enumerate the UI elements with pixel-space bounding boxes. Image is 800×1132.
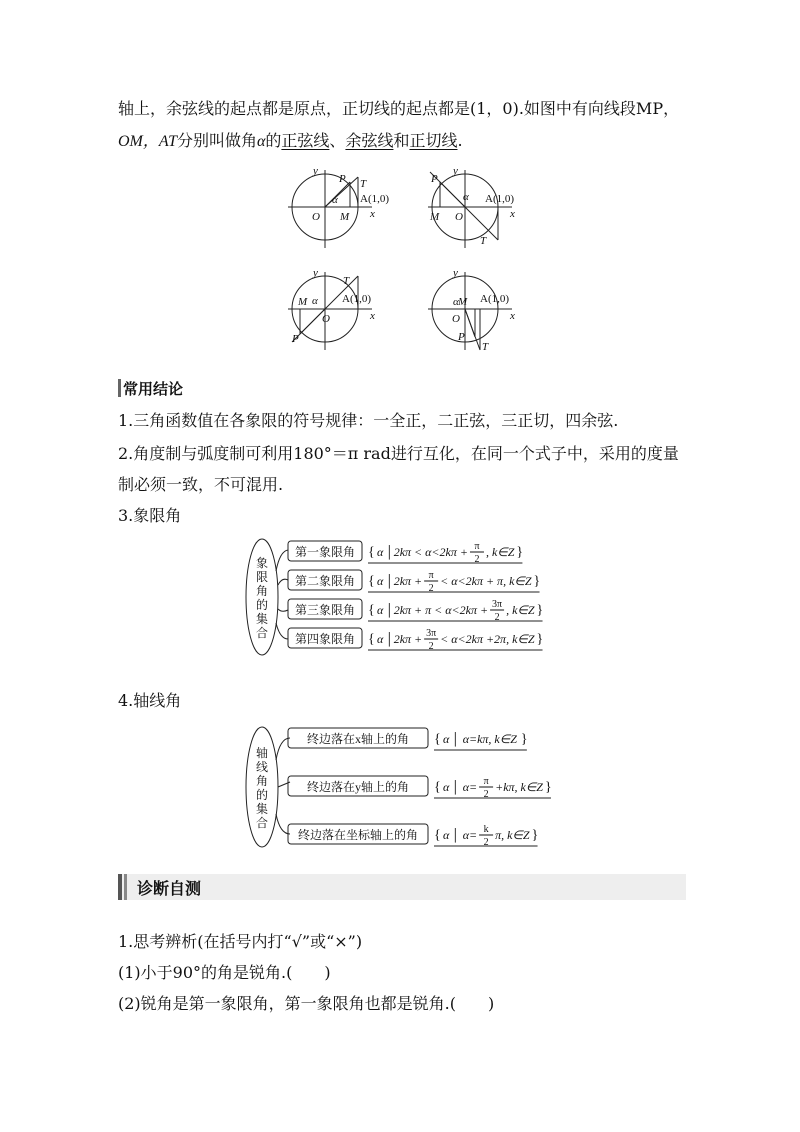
- frac-num: π: [474, 541, 480, 552]
- frac-num: 3π: [492, 599, 503, 610]
- brace-left: {: [434, 732, 441, 747]
- root-char: 的: [256, 788, 269, 802]
- set-row: [288, 541, 523, 565]
- set-expr-post: , k∈Z: [506, 603, 535, 617]
- set-expr-post: < α<2kπ +2π, k∈Z: [440, 632, 535, 646]
- axis-angle-diagram: [240, 720, 570, 855]
- brace-right: }: [516, 545, 524, 560]
- set-row: [288, 824, 538, 848]
- svg-text:A(1,0): A(1,0): [480, 293, 510, 305]
- root-char: 集: [256, 612, 269, 626]
- set-expr-post: , k∈Z: [485, 545, 515, 559]
- svg-text:M: M: [430, 211, 440, 223]
- alpha-symbol: α: [256, 133, 266, 150]
- svg-text:M: M: [340, 211, 350, 223]
- set-row: [288, 776, 552, 800]
- brace-right: }: [536, 632, 544, 647]
- frac-num: π: [483, 776, 489, 787]
- set-row: [288, 570, 540, 594]
- svg-text:O: O: [455, 211, 463, 223]
- row-label: 第二象限角: [294, 574, 356, 588]
- row-label: 第四象限角: [294, 632, 356, 646]
- conclusion-1: 1.三角函数值在各象限的符号规律：一全正，二正弦，三正切，四余弦.: [118, 411, 619, 430]
- svg-text:T: T: [482, 341, 489, 353]
- set-row: [288, 628, 543, 652]
- set-expr-post: π, k∈Z: [495, 828, 530, 842]
- common-conclusions-heading: [118, 378, 183, 398]
- root-char: 角: [256, 774, 269, 788]
- svg-text:α: α: [453, 296, 459, 308]
- quadrant-angle-diagram: [240, 535, 570, 660]
- question-1-2: (2)锐角是第一象限角，第一象限角也都是锐角.( ): [118, 994, 495, 1013]
- svg-text:y: y: [313, 267, 318, 279]
- svg-text:y: y: [453, 165, 458, 177]
- brace-right: }: [531, 828, 539, 843]
- intro-line-2: [118, 130, 463, 153]
- svg-text:y: y: [313, 165, 318, 177]
- conclusion-2b: 制必须一致，不可混用.: [118, 475, 284, 494]
- brace-left: {: [434, 828, 441, 843]
- question-1-1: (1)小于90°的角是锐角.( ): [118, 963, 331, 982]
- set-expr-pre: α │ α=: [443, 828, 478, 842]
- svg-text:A(1,0): A(1,0): [360, 193, 390, 205]
- svg-text:M: M: [458, 296, 468, 308]
- svg-text:x: x: [370, 310, 375, 322]
- row-label: 第三象限角: [294, 603, 356, 617]
- frac-den: 2: [483, 837, 489, 848]
- row-label: 第一象限角: [294, 545, 356, 559]
- frac-den: 2: [428, 583, 434, 594]
- brace-right: }: [536, 603, 544, 618]
- set-expr-post: +kπ, k∈Z: [495, 780, 543, 794]
- svg-text:α: α: [332, 194, 338, 206]
- set-expr-pre: α │2kπ < α<2kπ +: [377, 545, 468, 559]
- intro-text: 分别叫做角: [176, 131, 257, 150]
- svg-text:T: T: [343, 275, 350, 287]
- brace-left: {: [368, 603, 375, 618]
- intro-text: 的: [265, 131, 282, 150]
- brace-left: {: [368, 545, 375, 560]
- set-row: [288, 599, 543, 623]
- root-char: 限: [256, 570, 269, 584]
- diagnose-heading: [118, 874, 686, 900]
- frac-den: 2: [428, 641, 434, 652]
- svg-text:x: x: [510, 208, 515, 220]
- svg-text:P: P: [458, 331, 465, 343]
- brace-right: }: [533, 574, 541, 589]
- brace-left: {: [368, 632, 375, 647]
- root-char: 角: [256, 584, 269, 598]
- row-label: 终边落在坐标轴上的角: [297, 828, 419, 842]
- intro-text: 和: [393, 131, 410, 150]
- intro-line-1: 轴上，余弦线的起点都是原点，正切线的起点都是(1，0).如图中有向线段MP，: [118, 99, 680, 118]
- conclusion-2a: 2.角度制与弧度制可利用180°＝π rad进行互化，在同一个式子中，采用的度量: [118, 444, 679, 463]
- svg-text:P: P: [292, 333, 299, 345]
- svg-text:x: x: [510, 310, 515, 322]
- cosine-line-term: 余弦线: [345, 131, 394, 150]
- root-char: 线: [256, 760, 269, 774]
- conclusion-3: 3.象限角: [118, 506, 182, 525]
- frac-den: 2: [474, 554, 480, 565]
- frac-den: 2: [483, 789, 489, 800]
- set-expr-pre: α │ α=: [443, 780, 478, 794]
- section-title: 诊断自测: [137, 878, 202, 898]
- set-row: [288, 728, 528, 750]
- row-label: 终边落在y轴上的角: [306, 780, 410, 794]
- svg-text:O: O: [322, 313, 330, 325]
- set-expr-pre: α │2kπ + π < α<2kπ +: [377, 603, 489, 617]
- root-char: 的: [256, 598, 269, 612]
- intro-text: 、: [329, 131, 346, 150]
- svg-text:O: O: [312, 211, 320, 223]
- brace-left: {: [368, 574, 375, 589]
- svg-text:A(1,0): A(1,0): [342, 293, 372, 305]
- root-char: 合: [256, 816, 269, 830]
- set-expr-pre: α │ α=kπ, k∈Z: [443, 732, 517, 746]
- brace-right: }: [520, 732, 528, 747]
- root-char: 集: [256, 802, 269, 816]
- section-title: 常用结论: [123, 379, 184, 398]
- unit-circle-figures: [280, 162, 530, 362]
- brace-right: }: [544, 780, 552, 795]
- svg-text:T: T: [360, 178, 367, 190]
- svg-text:O: O: [452, 313, 460, 325]
- tangent-line-term: 正切线: [409, 131, 458, 150]
- row-label: 终边落在x轴上的角: [306, 732, 410, 746]
- conclusion-4: 4.轴线角: [118, 691, 182, 710]
- set-expr-post: < α<2kπ + π, k∈Z: [440, 574, 532, 588]
- svg-text:A(1,0): A(1,0): [485, 193, 515, 205]
- svg-text:P: P: [431, 173, 438, 185]
- brace-left: {: [434, 780, 441, 795]
- set-expr-pre: α │2kπ +: [377, 574, 423, 588]
- svg-text:x: x: [370, 208, 375, 220]
- sine-line-term: 正弦线: [281, 131, 330, 150]
- frac-den: 2: [494, 612, 500, 623]
- frac-num: π: [428, 570, 434, 581]
- svg-text:y: y: [453, 267, 458, 279]
- svg-text:M: M: [298, 296, 308, 308]
- svg-text:α: α: [312, 295, 318, 307]
- set-expr-pre: α │2kπ +: [377, 632, 423, 646]
- svg-text:T: T: [480, 235, 487, 247]
- segment-names: OM，AT: [118, 133, 177, 150]
- intro-text: .: [457, 131, 463, 150]
- svg-text:α: α: [463, 191, 469, 203]
- root-char: 象: [256, 556, 269, 570]
- root-char: 轴: [256, 746, 269, 760]
- question-1: 1.思考辨析(在括号内打“√”或“×”): [118, 932, 363, 951]
- frac-num: k: [483, 824, 489, 835]
- root-char: 合: [256, 626, 269, 640]
- svg-text:P: P: [339, 173, 346, 185]
- frac-num: 3π: [426, 628, 437, 639]
